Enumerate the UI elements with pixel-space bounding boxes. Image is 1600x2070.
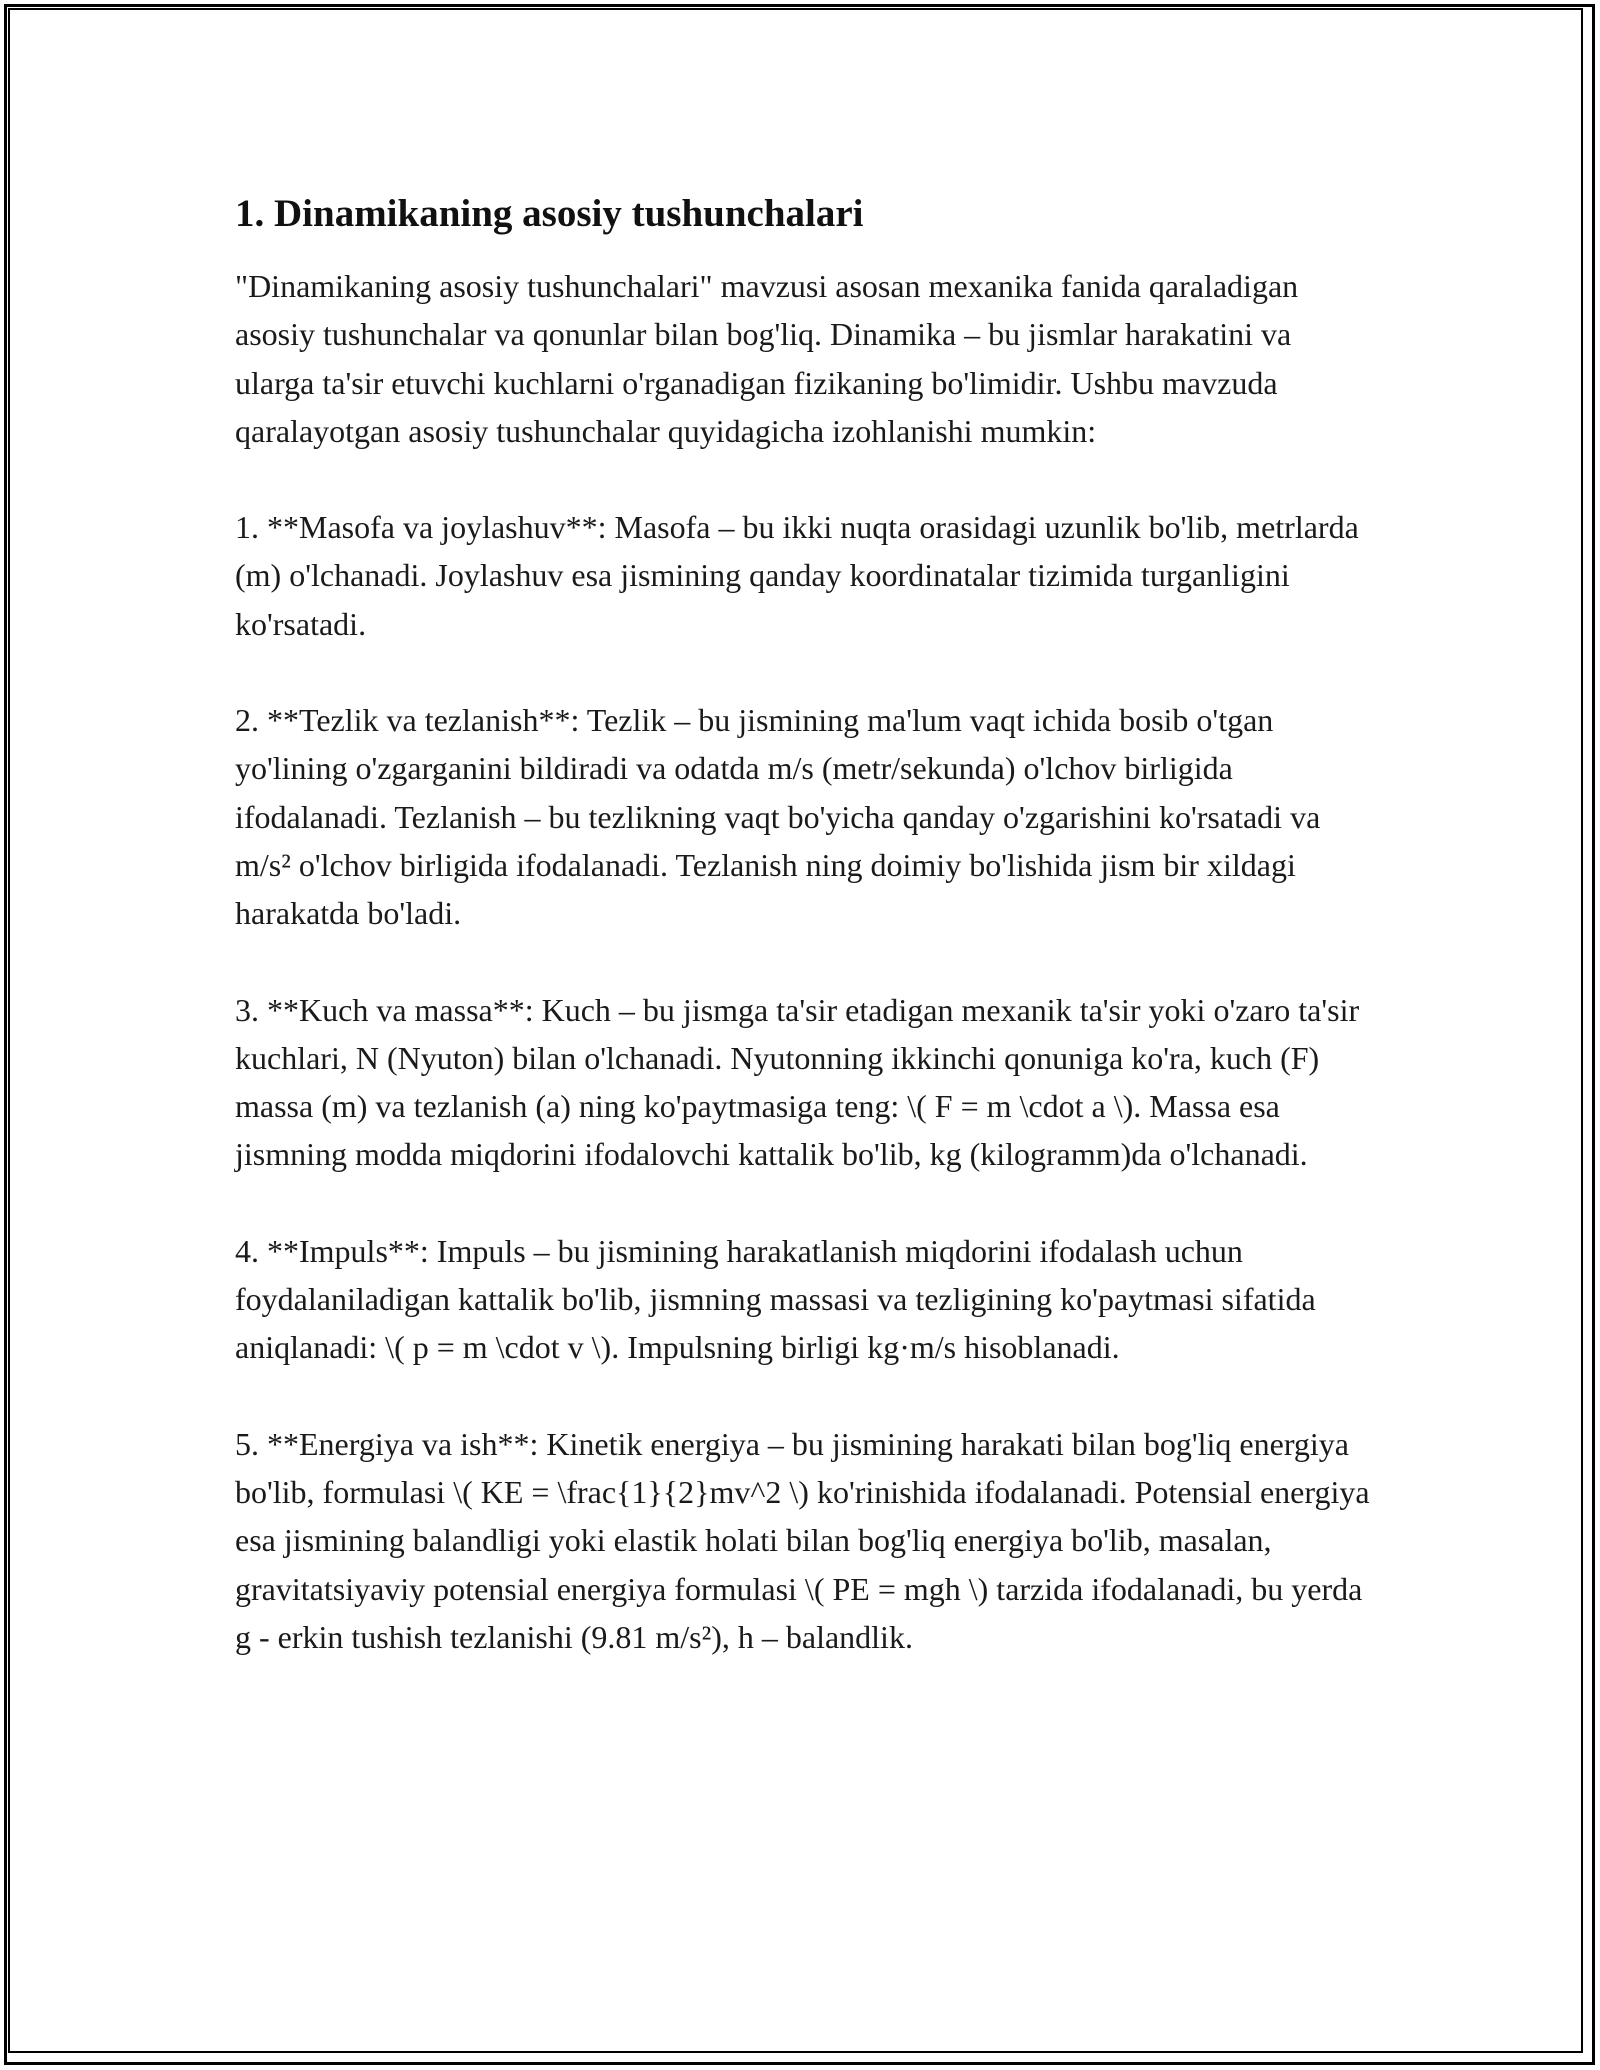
item-momentum: 4. **Impuls**: Impuls – bu jismining harakatlanish miqdorini ifodalash uchun foydalaniladigan kattalik bo'lib, jismning massasi va tezligining ko'paytmasi sifatida aniqlanadi: \( p = m \cdot v \). Impulsning birligi kg·m/s hisoblanadi.: [235, 1232, 1316, 1366]
section-heading: 1. Dinamikaning asosiy tushunchalari: [235, 192, 864, 235]
item-energy-work: 5. **Energiya va ish**: Kinetik energiya – bu jismining harakati bilan bog'liq energiya bo'lib, formulasi \( KE = \frac{1}{2}mv^2 \) ko'rinishida ifodalanadi. Potensial energiya esa jismining balandligi yoki elastik holati bilan bog'liq energiya bo'lib, masalan, gravitatsiyaviy potensial energiya formulasi \( PE = mgh \) tarzida ifodalanadi, bu yerda g - erkin tushish tezlanishi (9.81 m/s²), h – balandlik.: [235, 1425, 1370, 1655]
item-force-mass: 3. **Kuch va massa**: Kuch – bu jismga ta'sir etadigan mexanik ta'sir yoki o'zaro ta'sir kuchlari, N (Nyuton) bilan o'lchanadi. Nyutonning ikkinchi qonuniga ko'ra, kuch (F) massa (m) va tezlanish (a) ning ko'paytmasiga teng: \( F = m \cdot a \). Massa esa jismning modda miqdorini ifodalovchi kattalik bo'lib, kg (kilogramm)da o'lchanadi.: [235, 991, 1360, 1173]
document-body: [235, 184, 1375, 1661]
intro-paragraph: "Dinamikaning asosiy tushunchalari" mavzusi asosan mexanika fanida qaraladigan asosiy tushunchalar va qonunlar bilan bog'liq. Dinamika – bu jismlar harakatini va ularga ta'sir etuvchi kuchlarni o'rganadigan fizikaning bo'limidir. Ushbu mavzuda qaralayotgan asosiy tushunchalar quyidagicha izohlanishi mumkin:: [235, 268, 1299, 449]
item-velocity-acceleration: 2. **Tezlik va tezlanish**: Tezlik – bu jismining ma'lum vaqt ichida bosib o'tgan yo'lining o'zgarganini bildiradi va odatda m/s (metr/sekunda) o'lchov birligida ifodalanadi. Tezlanish – bu tezlikning vaqt bo'yicha qanday o'zgarishini ko'rsatadi va m/s² o'lchov birligida ifodalanadi. Tezlanish ning doimiy bo'lishida jism bir xildagi harakatda bo'ladi.: [235, 702, 1321, 932]
item-distance-position: 1. **Masofa va joylashuv**: Masofa – bu ikki nuqta orasidagi uzunlik bo'lib, metrlarda (m) o'lchanadi. Joylashuv esa jismining qanday koordinatalar tizimida turganligini ko'rsatadi.: [235, 509, 1359, 642]
